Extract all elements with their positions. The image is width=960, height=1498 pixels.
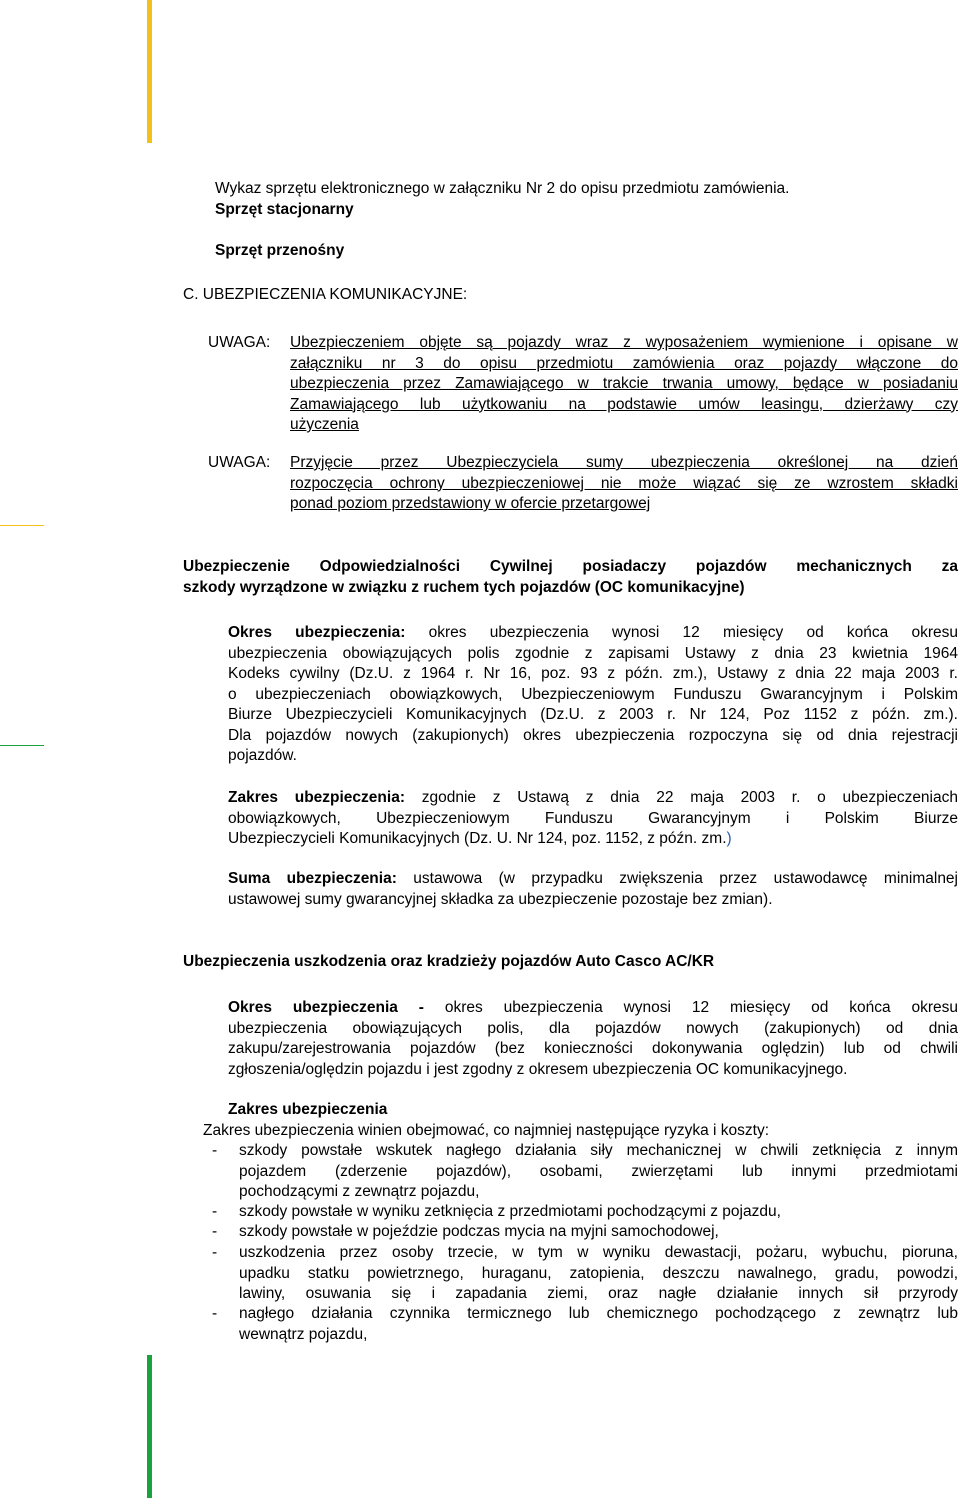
yellow-margin-tick — [0, 525, 44, 526]
paragraph-line: Ubezpieczycieli Komunikacyjnych (Dz. U. Nr 124, poz. 1152, z późn. zm. — [228, 830, 727, 847]
note-line: Zamawiającego lub użytkowaniu na podstawie umów leasingu, dzierżawy czy — [290, 395, 958, 413]
list-item-line: lawiny, osuwania się i zapadania ziemi, oraz nagłe działanie innych sił przyrody — [239, 1285, 958, 1302]
dash-bullet: - — [212, 1203, 218, 1220]
list-item-line: szkody powstałe w wyniku zetknięcia z przedmiotami pochodzącymi z pojazdu, — [239, 1203, 781, 1220]
note-line: Przyjęcie przez Ubezpieczyciela sumy ubezpieczenia określonej na dzień — [290, 454, 958, 471]
dash-bullet: - — [212, 1223, 218, 1240]
oc-sum-label: Suma ubezpieczenia: — [228, 870, 397, 887]
paragraph-line: Biurze Ubezpieczycieli Komunikacyjnych (Dz.U. z 2003 r. Nr 124, Poz 1152 z późn. zm.). — [228, 706, 958, 723]
list-item-line: pochodzącymi z zewnątrz pojazdu, — [239, 1183, 480, 1200]
list-item — [212, 1202, 958, 1223]
ac-scope-label: Zakres ubezpieczenia — [228, 1101, 388, 1118]
heading-line: Ubezpieczenie Odpowiedzialności Cywilnej posiadaczy pojazdów mechanicznych za — [183, 558, 958, 575]
intro-line: Wykaz sprzętu elektronicznego w załączniku Nr 2 do opisu przedmiotu zamówienia. — [215, 180, 790, 197]
paragraph-line: zgłoszenia/oględzin pojazdu i jest zgodny z okresem ubezpieczenia OC komunikacyjnego. — [228, 1060, 848, 1078]
list-item — [212, 1222, 958, 1243]
uwaga-note-2 — [290, 453, 958, 515]
list-item — [212, 1141, 958, 1203]
closing-paren: ) — [726, 830, 732, 847]
dash-bullet: - — [212, 1142, 218, 1159]
note-line: Ubezpieczeniem objęte są pojazdy wraz z wyposażeniem wymienione i opisane w — [290, 334, 958, 351]
list-item-line: nagłego działania czynnika termicznego lub chemicznego pochodzącego z zewnątrz lub — [239, 1305, 958, 1322]
green-margin-tick — [0, 745, 44, 746]
paragraph-line: ustawowej sumy gwarancyjnej składka za ubezpieczenie pozostaje bez zmian). — [228, 890, 773, 908]
oc-period-paragraph: Okres ubezpieczenia: okres ubezpieczenia wynosi 12 miesięcy od końca okresu ubezpieczenia obowiązujących polis zgodnie z zapisami Ustawy z dnia 23 kwietnia 1964 Kodeks cywilny (Dz.U. z 1964 r. Nr 16, poz. 93 z późn. zm.), Ustawy z dnia 22 maja 2003 r. o ubezpieczeniach obowiązkowych, Ubezpieczeniowym Funduszu Gwarancyjnym i Polskim Biurze Ubezpieczycieli Komunikacyjnych (Dz.U. z 2003 r. Nr 124, Poz 1152 z późn. zm.). Dla pojazdów nowych (zakupionych) okres ubezpieczenia rozpoczyna się od dnia rejestracji pojazdów. — [228, 623, 958, 767]
subheading-portable: Sprzęt przenośny — [215, 242, 345, 259]
paragraph-line: ubezpieczenia obowiązujących polis, dla pojazdów nowych (zakupionych) od dnia — [228, 1019, 958, 1037]
list-item-line: szkody powstałe wskutek nagłego działania siły mechanicznej w chwili zetknięcia z innym — [239, 1142, 958, 1159]
paragraph-line: o ubezpieczeniach obowiązkowych, Ubezpieczeniowym Funduszu Gwarancyjnym i Polskim — [228, 685, 958, 703]
paragraph-line: ubezpieczenia obowiązujących polis zgodnie z zapisami Ustawy z dnia 23 kwietnia 1964 — [228, 644, 958, 662]
note-line: ubezpieczenia przez Zamawiającego w trakcie trwania umowy, będące w posiadaniu — [290, 375, 958, 392]
oc-scope-label: Zakres ubezpieczenia: — [228, 789, 405, 806]
oc-sum-paragraph: Suma ubezpieczenia: ustawowa (w przypadku zwiększenia przez ustawodawcę minimalnej ustawowej sumy gwarancyjnej składka za ubezpieczenie pozostaje bez zmian). — [228, 869, 958, 910]
oc-heading — [183, 557, 958, 598]
ac-heading: Ubezpieczenia uszkodzenia oraz kradzieży pojazdów Auto Casco AC/KR — [183, 953, 715, 970]
yellow-margin-bar — [147, 0, 152, 143]
subheading-stationary: Sprzęt stacjonarny — [215, 201, 354, 218]
list-item-line: wewnątrz pojazdu, — [239, 1325, 368, 1343]
ac-scope-intro: Zakres ubezpieczenia winien obejmować, co najmniej następujące ryzyka i koszty: — [203, 1122, 770, 1139]
ac-period-label: Okres ubezpieczenia - — [228, 999, 424, 1016]
uwaga-label-2: UWAGA: — [208, 454, 271, 471]
paragraph-line: obowiązkowych, Ubezpieczeniowym Funduszu Gwarancyjnym i Polskim Biurze — [228, 809, 958, 827]
dash-bullet: - — [212, 1244, 218, 1261]
note-line: ponad poziom przedstawiony w ofercie przetargowej — [290, 495, 651, 512]
paragraph-line: pojazdów. — [228, 747, 297, 764]
list-item-line: uszkodzenia przez osoby trzecie, w tym w wyniku dewastacji, pożaru, wybuchu, pioruna, — [239, 1244, 958, 1261]
note-line: użyczenia — [290, 416, 359, 433]
paragraph-line: Kodeks cywilny (Dz.U. z 1964 r. Nr 16, poz. 93 z późn. zm.), Ustawy z dnia 22 maja 2003 r. — [228, 665, 958, 682]
list-item — [212, 1304, 958, 1346]
paragraph-line: Dla pojazdów nowych (zakupionych) okres ubezpieczenia rozpoczyna się od dnia rejestracji — [228, 726, 958, 744]
dash-bullet: - — [212, 1305, 218, 1322]
list-item-line: pojazdem (zderzenie pojazdów), osobami, zwierzętami lub innymi przedmiotami — [239, 1162, 958, 1180]
list-item-line: upadku statku powietrznego, huraganu, zatopienia, deszczu nawalnego, gradu, powodzi, — [239, 1264, 958, 1282]
heading-line: szkody wyrządzone w związku z ruchem tych pojazdów (OC komunikacyjne) — [183, 578, 745, 596]
uwaga-note-1 — [290, 333, 958, 436]
list-item-line: szkody powstałe w pojeździe podczas mycia na myjni samochodowej, — [239, 1223, 719, 1240]
list-item — [212, 1243, 958, 1305]
green-margin-bar — [147, 1355, 152, 1498]
note-line: rozpoczęcia ochrony ubezpieczeniowej nie może wiązać się ze wzrostem składki — [290, 474, 958, 492]
paragraph-line: zakupu/zarejestrowania pojazdów (bez konieczności dokonywania oględzin) lub od chwili — [228, 1040, 958, 1057]
oc-scope-paragraph: Zakres ubezpieczenia: zgodnie z Ustawą z dnia 22 maja 2003 r. o ubezpieczeniach obowiązkowych, Ubezpieczeniowym Funduszu Gwarancyjnym i Polskim Biurze Ubezpieczycieli Komunikacyjnych (Dz. U. Nr 124, poz. 1152, z późn. zm.) — [228, 789, 958, 847]
uwaga-label-1: UWAGA: — [208, 334, 271, 351]
ac-period-paragraph: Okres ubezpieczenia - okres ubezpieczenia wynosi 12 miesięcy od końca okresu ubezpieczenia obowiązujących polis, dla pojazdów nowych (zakupionych) od dnia zakupu/zarejestrowania pojazdów (bez konieczności dokonywania oględzin) lub od chwili zgłoszenia/oględzin pojazdu i jest zgodny z okresem ubezpieczenia OC komunikacyjnego. — [228, 998, 958, 1080]
oc-period-label: Okres ubezpieczenia: — [228, 624, 406, 641]
note-line: załączniku nr 3 do opisu przedmiotu zamówienia oraz pojazdy włączone do — [290, 354, 958, 372]
section-c-title: C. UBEZPIECZENIA KOMUNIKACYJNE: — [183, 286, 468, 303]
